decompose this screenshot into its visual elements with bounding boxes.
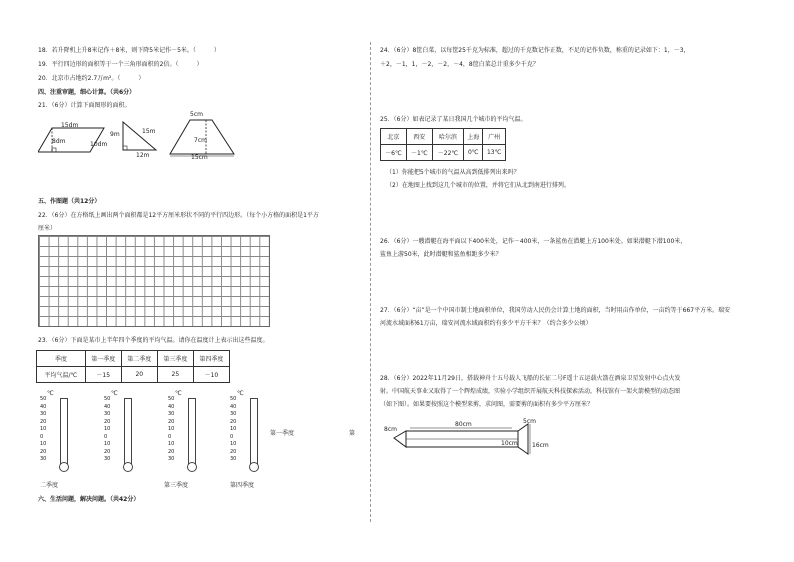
thermometer-bulb: [123, 462, 133, 472]
thermometer-tick-label: 0: [40, 433, 44, 440]
question-25-part-1: （1）你能把5个城市的气温从高到低排列出来吗？: [386, 169, 520, 176]
thermometer-tick-label: 20: [230, 418, 237, 425]
temperature-cell: －1℃: [406, 145, 432, 161]
question-28-line-2: 射。中国航天事业又取得了一个辉煌成绩，实验小学组织开展航天科技探索活动，科技馆有一架火箭模型的动态图: [380, 388, 681, 395]
thermometer-tick-label: 0: [230, 433, 234, 440]
thermometer[interactable]: [104, 390, 148, 475]
thermometer-tick-label: 10: [168, 441, 175, 447]
thermometer-tick-label: 30: [230, 456, 237, 462]
question-22-line-2: 厘米）: [38, 225, 57, 232]
trapezoid-height-label: 7cm: [194, 137, 207, 144]
thermometer-tick-label: 30: [104, 411, 111, 417]
thermometer-tick-label: 10: [104, 426, 111, 432]
thermometer-tick-label: 50: [104, 396, 111, 402]
temperature-cell: 13℃: [483, 145, 506, 161]
triangle-base-label: 12m: [136, 152, 150, 159]
question-20: 20．北京市占地约2.7万m²。（ ）: [38, 75, 145, 82]
thermometer-tick-label: 0: [168, 433, 172, 440]
thermometer-tick-label: 20: [168, 418, 175, 425]
thermometer-label: 第: [349, 430, 356, 437]
section-5-heading: 五、作图题（共12分）: [38, 198, 101, 205]
thermometer-tick-label: 30: [168, 456, 175, 462]
question-28-line-1: 28．（6分）2022年11月29日，搭载神舟十五号载人飞船的长征二号F遥十五运载火箭在酒泉卫星发射中心点火发: [380, 375, 681, 382]
question-25-part-2: （2）在地图上找到这几个城市的位置，并将它们从北到南进行排列。: [386, 182, 570, 189]
thermometer-tick-label: 20: [40, 418, 47, 425]
thermometer-tick-label: 30: [230, 411, 237, 417]
table-cell: 20: [121, 367, 157, 383]
triangle-hypotenuse-label: 15m: [142, 128, 156, 135]
question-24-line-2: ＋2，－1，1，－2，－2，－4，8筐白菜总计重多少千克？: [380, 61, 539, 68]
city-cell: 上海: [464, 129, 483, 145]
thermometer-tick-label: 10: [104, 441, 111, 447]
question-27-line-1: 27．（6分）“亩”是一个中国市制土地面积单位，我国劳动人民仍会计算土地的面积，当时用亩作单位，一亩约等于667平方米。瑞安: [380, 307, 731, 314]
thermometer-tick-label: 40: [230, 403, 237, 410]
table-header-cell: 第三季度: [157, 351, 193, 367]
thermometer-tick-label: 0: [104, 433, 108, 440]
thermometer-tick-label: 20: [104, 418, 111, 425]
question-26-line-2: 鲨鱼上游50米，此时潜艇和鲨鱼相距多少米？: [380, 251, 502, 258]
question-21: 21．（6分）计算下面图形的面积。: [38, 102, 131, 109]
question-23: 23．（6分）下面是某市上半年四个季度的平均气温。请你在温度计上表示出这些温度。: [38, 337, 269, 344]
thermometer-tick-label: 10: [40, 426, 47, 432]
thermometer-tick-label: 20: [168, 448, 175, 455]
thermometer-bulb: [59, 462, 69, 472]
triangle-leg-label: 9m: [110, 131, 120, 138]
rocket-body-label: 10cm: [501, 440, 518, 447]
rocket-tail-label: 5cm: [523, 418, 536, 425]
thermometer-bulb: [249, 462, 259, 472]
table-header-cell: 第一季度: [85, 351, 121, 367]
rocket-height-label: 16cm: [532, 442, 549, 449]
season-temperature-table: [36, 350, 230, 383]
thermometer-tick-label: 10: [168, 426, 175, 432]
table-cell: 25: [157, 367, 193, 383]
city-cell: 西安: [406, 129, 432, 145]
question-26-line-1: 26．（6分）一艘潜艇在海平面以下400米处，记作－400米，一条鲨鱼在潜艇上方100米处。如果潜艇下潜100米，: [380, 238, 687, 245]
rocket-length-label: 80cm: [455, 421, 472, 428]
thermometer-tick-label: 10: [40, 441, 47, 447]
square-grid[interactable]: [38, 235, 270, 327]
trapezoid-top-label: 5cm: [190, 111, 203, 118]
thermometer-tube: [60, 398, 68, 465]
thermometer-tube: [250, 398, 258, 465]
thermometer-tick-label: 10: [230, 441, 237, 447]
parallelogram-side-label: 10dm: [90, 141, 108, 148]
city-cell: 哈尔滨: [432, 129, 463, 145]
thermometer-label: 二季度: [40, 482, 59, 489]
thermometer-tick-label: 30: [168, 411, 175, 417]
question-28-line-3: （如下图）。如果要按照这个模型来剪，求问图，需要剪的面积有多少平方厘米？: [380, 401, 594, 408]
city-temperature-table: [380, 128, 506, 161]
question-24-line-1: 24．（6分）8筐白菜，以每筐25千克为标准，超过的千克数记作正数，不足的记作负数，称重的记录如下：1，－3，: [380, 47, 690, 54]
thermometer-unit: ℃: [175, 390, 182, 397]
thermometer-unit: ℃: [111, 390, 118, 397]
temperature-cell: 0℃: [464, 145, 483, 161]
question-18: 18．若升降机上升8米记作＋8米，则下降5米记作－5米。（ ）: [38, 47, 220, 54]
thermometer-tick-label: 10: [230, 426, 237, 432]
question-25: 25．（6分）如表记录了某日我国几个城市的平均气温。: [380, 116, 527, 123]
thermometer-tick-label: 30: [104, 456, 111, 462]
thermometer-tick-label: 50: [40, 396, 47, 402]
rocket-cone-label: 8cm: [384, 426, 397, 433]
thermometer-tube: [124, 398, 132, 465]
parallelogram-height-label: 8dm: [52, 138, 66, 145]
thermometer-label: 第一季度: [270, 430, 295, 437]
thermometer-tick-label: 30: [40, 411, 47, 417]
thermometer-tick-label: 40: [168, 403, 175, 410]
thermometer-unit: ℃: [47, 390, 54, 397]
section-4-heading: 四、注重审题，细心计算。（共6分）: [38, 89, 136, 96]
thermometer-tick-label: 50: [230, 396, 237, 402]
table-header-cell: 第四季度: [193, 351, 229, 367]
thermometer-tick-label: 20: [40, 448, 47, 455]
thermometer-bulb: [187, 462, 197, 472]
thermometer-label: 第四季度: [230, 482, 255, 489]
table-row-label: 平均气温/℃: [37, 367, 86, 383]
thermometer-tick-label: 40: [104, 403, 111, 410]
thermometer-tube: [188, 398, 196, 465]
table-header-cell: 第二季度: [121, 351, 157, 367]
city-cell: 广州: [483, 129, 506, 145]
thermometer[interactable]: [230, 390, 274, 475]
triangle-figure: [118, 120, 158, 152]
table-cell: －15: [85, 367, 121, 383]
thermometer-label: 第三季度: [164, 482, 189, 489]
section-6-heading: 六、生活问题，解决问题。（共42分）: [38, 496, 140, 503]
question-19: 19．平行四边形的面积等于一个三角形面积的2倍。（ ）: [38, 61, 203, 68]
column-divider: [370, 42, 371, 522]
thermometer-tick-label: 20: [104, 448, 111, 455]
question-27-line-2: 河流水域面积61万亩，瑞安河流水域面积约有多少平方千米？（约合多少公顷）: [380, 320, 592, 327]
thermometer[interactable]: [168, 390, 212, 475]
city-cell: 北京: [381, 129, 407, 145]
thermometer[interactable]: [40, 390, 84, 475]
thermometer-tick-label: 30: [40, 456, 47, 462]
thermometer-unit: ℃: [237, 390, 244, 397]
question-22-line-1: 22．（6分）在方格纸上画出两个面积都是12平方厘米形状不同的平行四边形。（每个小方格的面积是1平方: [38, 212, 319, 219]
thermometer-tick-label: 20: [230, 448, 237, 455]
parallelogram-top-label: 15dm: [61, 122, 79, 129]
temperature-cell: －22℃: [432, 145, 463, 161]
trapezoid-base-label: 15cm: [191, 154, 208, 161]
thermometer-tick-label: 40: [40, 403, 47, 410]
table-cell: －10: [193, 367, 229, 383]
table-header-cell: 季度: [37, 351, 86, 367]
thermometer-tick-label: 50: [168, 396, 175, 402]
temperature-cell: －6℃: [381, 145, 407, 161]
